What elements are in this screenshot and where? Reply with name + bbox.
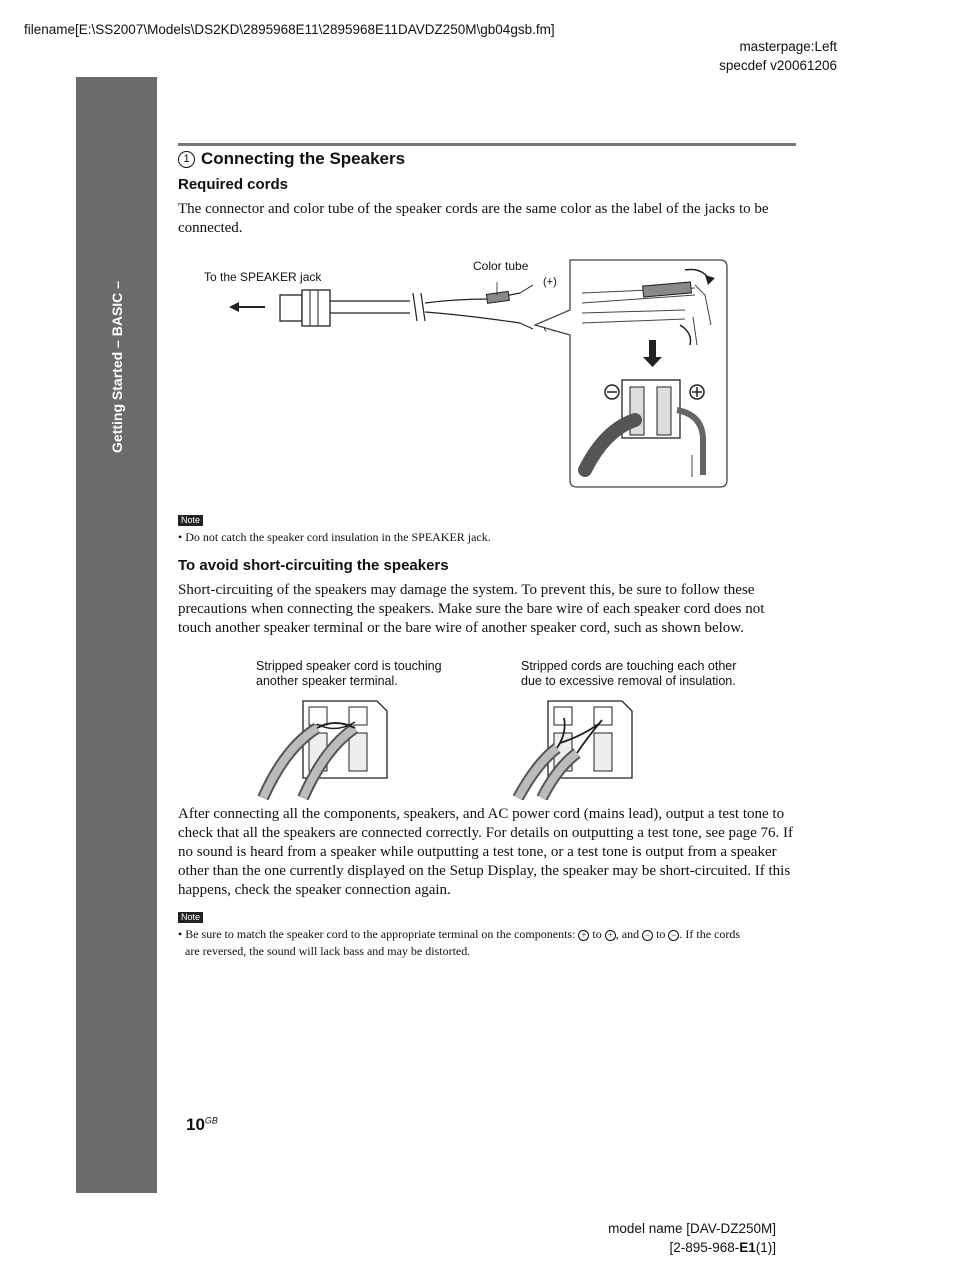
footer-model — [608, 1219, 776, 1257]
short-circuit-heading: To avoid short-circuiting the speakers — [178, 557, 449, 574]
note-polarity-line1 — [178, 926, 798, 943]
note-to-1: to — [592, 927, 602, 941]
section-title-text: Connecting the Speakers — [201, 149, 406, 168]
plus-icon: + — [605, 930, 616, 941]
left-diagram-caption: Stripped speaker cord is touching another speaker terminal. — [256, 659, 442, 688]
code-prefix: [2-895-968- — [669, 1240, 740, 1255]
speaker-cord-diagram — [225, 255, 735, 495]
masterpage-label: masterpage:Left — [739, 39, 837, 54]
speaker-jack-label: To the SPEAKER jack — [204, 270, 322, 284]
note-line1-prefix: • Be sure to match the speaker cord to the appropriate terminal on the components: — [178, 927, 576, 941]
color-tube-label: Color tube — [473, 259, 529, 273]
note-line1-suffix: . If the cords — [679, 927, 741, 941]
header-masterpage — [719, 37, 837, 75]
short-circuit-terminal-right — [512, 698, 652, 800]
note-badge: Note — [178, 912, 203, 923]
page-number-value: 10 — [186, 1115, 205, 1134]
required-cords-heading: Required cords — [178, 176, 289, 193]
model-code — [608, 1238, 776, 1257]
note-badge: Note — [178, 515, 203, 526]
chapter-sidebar — [76, 77, 157, 1193]
required-cords-text: The connector and color tube of the speaker cords are the same color as the label of the jacks to be connected. — [178, 201, 769, 236]
model-name: model name [DAV-DZ250M] — [608, 1221, 776, 1236]
page-number-suffix: GB — [204, 1115, 218, 1126]
note-polarity-line2: are reversed, the sound will lack bass and may be distorted. — [185, 944, 471, 958]
short-circuit-text: Short-circuiting of the speakers may damage the system. To prevent this, be sure to follow these precautions when connecting the speakers. Make sure the bare wire of each speaker cord does not touch another speaker terminal or the bare wire of another speaker cord, such as shown below. — [178, 582, 765, 636]
right-diagram-caption: Stripped cords are touching each other due to excessive removal of insulation. — [521, 659, 737, 688]
page-number — [186, 1115, 218, 1135]
step-number-badge: 1 — [178, 151, 195, 168]
plus-label: (+) — [543, 276, 557, 288]
sidebar-label: Getting Started – BASIC – — [108, 281, 125, 453]
short-circuit-terminal-left — [255, 698, 395, 800]
test-tone-text: After connecting all the components, speakers, and AC power cord (mains lead), output a test tone to check that all the speakers are connected correctly. For details on outputting a test tone, see page 76. If no sound is heard from a speaker while outputting a test tone, or a test tone is output from a speaker other than the one currently displayed on the Setup Display, the speaker may be short-circuited. If this happens, check the speaker connection again. — [178, 806, 794, 898]
minus-icon: − — [668, 930, 679, 941]
minus-icon: − — [642, 930, 653, 941]
note-and: , and — [615, 927, 640, 941]
plus-icon: + — [578, 930, 589, 941]
note-polarity-text — [178, 926, 798, 960]
header-filename: filename[E:\SS2007\Models\DS2KD\2895968E11\2895968E11DAVDZ250M\gb04gsb.fm] — [24, 22, 555, 37]
note-to-2: to — [656, 927, 666, 941]
note-text: • Do not catch the speaker cord insulation in the SPEAKER jack. — [178, 530, 491, 544]
code-suffix: (1)] — [755, 1240, 776, 1255]
section-rule — [178, 143, 796, 146]
specdef-label: specdef v20061206 — [719, 58, 837, 73]
code-bold: E1 — [739, 1240, 756, 1255]
section-title — [178, 149, 405, 169]
